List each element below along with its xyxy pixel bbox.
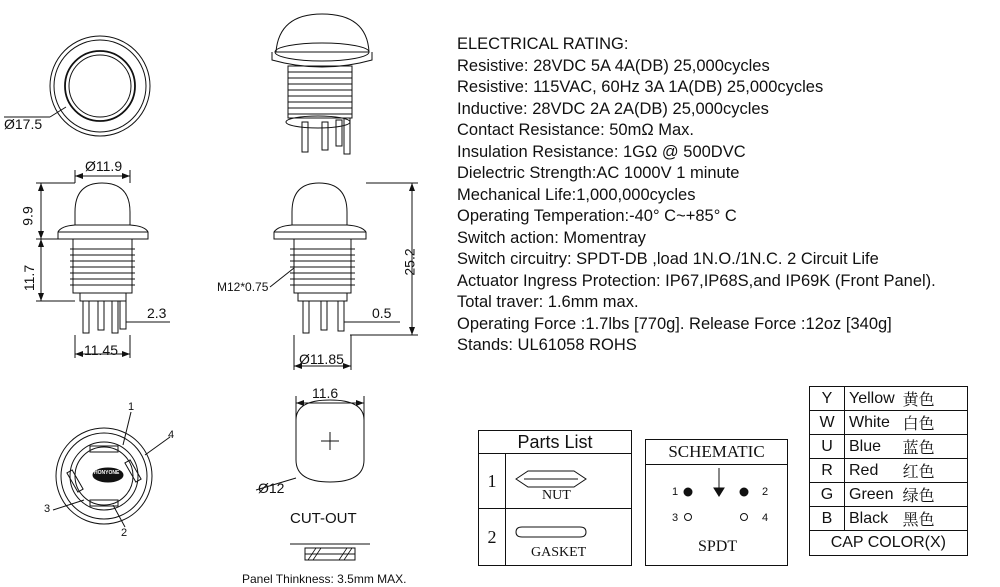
spec-line: Insulation Resistance: 1GΩ @ 500DVC <box>457 142 746 161</box>
parts-row <box>479 509 631 565</box>
color-code: Y <box>810 387 845 411</box>
spec-line: Switch circuitry: SPDT-DB ,load 1N.O./1N.C. 2 Circuit Life <box>457 250 879 268</box>
spec-line: Inductive: 28VDC 2A 2A(DB) 25,000cycles <box>457 99 769 118</box>
side-view-left <box>36 170 170 358</box>
spec-line: ELECTRICAL RATING: <box>457 35 629 53</box>
color-code: G <box>810 483 845 507</box>
color-row <box>810 507 968 531</box>
spec-line: Operating Force :1.7lbs [770g]. Release Force :12oz [340g] <box>457 314 892 333</box>
pin-label-2: 2 <box>121 527 128 539</box>
part-name: GASKET <box>531 545 587 560</box>
parts-list-title: Parts List <box>479 431 631 454</box>
color-code: W <box>810 411 845 435</box>
spec-line: Mechanical Life:1,000,000cycles <box>457 185 696 204</box>
cutout-view <box>256 396 370 560</box>
color-table-footer <box>810 531 968 556</box>
color-code: B <box>810 507 845 531</box>
spec-line: Total traver: 1.6mm max. <box>457 293 639 311</box>
color-name-en: Yellow <box>845 387 899 411</box>
color-name-cn: 红色 <box>899 459 968 483</box>
color-name-cn: 绿色 <box>899 483 968 507</box>
cap-color-table <box>809 386 968 556</box>
color-row <box>810 411 968 435</box>
part-number: 1 <box>479 454 506 508</box>
cutout-title: CUT-OUT <box>290 510 357 527</box>
dim-cutout-width: 11.6 <box>312 385 339 401</box>
part-name: NUT <box>542 488 571 503</box>
schematic-box <box>645 439 788 566</box>
isometric-view <box>272 14 372 154</box>
dim-pin-offset: 2.3 <box>147 305 167 321</box>
dim-base-width: 11.45 <box>84 342 118 358</box>
cap-color-label: CAP COLOR(X) <box>810 531 968 556</box>
dim-body-height: 11.7 <box>21 264 38 292</box>
dim-cap-diameter: Ø11.9 <box>85 158 123 174</box>
part-number: 2 <box>479 509 506 565</box>
dim-thread-width: Ø11.85 <box>299 351 344 367</box>
color-row <box>810 483 968 507</box>
spec-line: Resistive: 28VDC 5A 4A(DB) 25,000cycles <box>457 56 770 75</box>
color-name-cn: 黑色 <box>899 507 968 531</box>
electrical-specs <box>457 34 936 357</box>
spec-line: Switch action: Momentray <box>457 228 646 247</box>
spec-line: Dielectric Strength:AC 1000V 1 minute <box>457 164 740 182</box>
color-name-cn: 白色 <box>899 411 968 435</box>
color-name-en: Green <box>845 483 899 507</box>
dim-thread: M12*0.75 <box>217 280 269 294</box>
spec-line: Operating Temperation:-40° C~+85° C <box>457 207 737 225</box>
parts-row <box>479 454 631 509</box>
dim-pin-thickness: 0.5 <box>372 305 392 321</box>
dim-cap-height: 9.9 <box>19 206 36 226</box>
schematic-pin-2: 2 <box>762 486 769 498</box>
spec-line: Resistive: 115VAC, 60Hz 3A 1A(DB) 25,000cycles <box>457 78 824 96</box>
schematic-pin-4: 4 <box>762 512 769 524</box>
brand-mark: HONYONE <box>94 470 120 476</box>
pin-label-1: 1 <box>128 401 135 413</box>
schematic-pin-3: 3 <box>672 512 679 524</box>
spec-line: Actuator Ingress Protection: IP67,IP68S,and IP69K (Front Panel). <box>457 271 936 290</box>
schematic-title: SCHEMATIC <box>646 440 787 465</box>
color-row <box>810 459 968 483</box>
parts-list <box>478 430 632 566</box>
color-name-en: Blue <box>845 435 899 459</box>
pin-label-3: 3 <box>44 503 51 515</box>
dim-front-diameter: Ø17.5 <box>4 116 43 132</box>
color-name-en: Red <box>845 459 899 483</box>
color-row <box>810 435 968 459</box>
schematic-label: SPDT <box>698 538 738 555</box>
side-view-right <box>270 183 418 370</box>
color-name-cn: 黄色 <box>899 387 968 411</box>
color-code: R <box>810 459 845 483</box>
dim-cutout-diameter: Ø12 <box>258 480 285 496</box>
panel-thickness-note: Panel Thinkness: 3.5mm MAX. <box>242 572 407 586</box>
pin-label-4: 4 <box>168 429 175 441</box>
dim-total-height: 25.2 <box>401 248 418 276</box>
color-code: U <box>810 435 845 459</box>
color-name-en: White <box>845 411 899 435</box>
schematic-pin-1: 1 <box>672 486 679 498</box>
spec-line: Stands: UL61058 ROHS <box>457 336 637 354</box>
color-name-cn: 蓝色 <box>899 435 968 459</box>
color-row <box>810 387 968 411</box>
color-name-en: Black <box>845 507 899 531</box>
spec-line: Contact Resistance: 50mΩ Max. <box>457 121 695 139</box>
